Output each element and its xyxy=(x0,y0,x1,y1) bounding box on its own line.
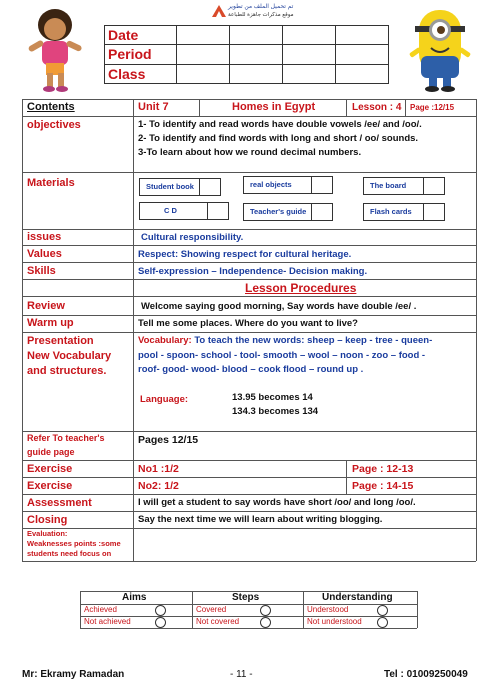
date-cell-2[interactable] xyxy=(230,26,283,45)
checkbox-square[interactable] xyxy=(199,179,220,195)
material-teachers-guide[interactable] xyxy=(243,203,333,221)
vocabulary-line-2: pool - spoon- school - tool- smooth – wool – noon - zoo – food - xyxy=(138,350,426,361)
not-covered-label: Not covered xyxy=(196,617,240,626)
material-student-book[interactable] xyxy=(139,178,221,196)
assessment-label: Assessment xyxy=(27,497,92,509)
class-cell-3[interactable] xyxy=(283,64,336,83)
unit-title: Homes in Egypt xyxy=(232,101,316,113)
footer-page-number: - 11 - xyxy=(230,669,253,680)
aims-header: Aims xyxy=(122,592,147,603)
understanding-header: Understanding xyxy=(322,592,393,603)
vocabulary-line-1 xyxy=(138,334,432,347)
logo-text-2: موقع مذكرات جاهزة للطباعة xyxy=(228,12,294,18)
values-text: Respect: Showing respect for cultural heritage. xyxy=(138,249,352,260)
material-flash-cards[interactable] xyxy=(363,203,445,221)
vocabulary-intro: To teach the new words: sheep – keep - tree - queen- xyxy=(191,335,433,346)
checkbox-square[interactable] xyxy=(207,203,228,219)
material-label: real objects xyxy=(250,180,292,189)
exercise-1-text: No1 :1/2 xyxy=(138,463,179,475)
refer-label-1: Refer To teacher's xyxy=(27,433,105,443)
minion-cartoon-image xyxy=(405,4,475,92)
date-cell-1[interactable] xyxy=(177,26,230,45)
checkbox-square[interactable] xyxy=(423,178,444,194)
skills-label: Skills xyxy=(27,265,56,277)
period-cell-1[interactable] xyxy=(177,45,230,64)
class-cell-4[interactable] xyxy=(336,64,389,83)
vocabulary-line-3: roof- good- wood- blood – cook flood – round up . xyxy=(138,364,364,375)
language-label: Language: xyxy=(140,394,189,405)
material-label: Flash cards xyxy=(370,207,412,216)
checkbox-square[interactable] xyxy=(423,204,444,220)
not-understood-radio[interactable] xyxy=(377,617,388,628)
period-cell-2[interactable] xyxy=(230,45,283,64)
review-text: Welcome saying good morning, Say words have double /ee/ . xyxy=(141,301,417,312)
exercise-2-text: No2: 1/2 xyxy=(138,480,179,492)
evaluation-line-1: Evaluation: xyxy=(27,529,68,538)
material-cd[interactable] xyxy=(139,202,229,220)
vocabulary-label: Vocabulary: xyxy=(138,335,192,346)
period-cell-3[interactable] xyxy=(283,45,336,64)
material-label: C D xyxy=(164,206,177,215)
skills-text: Self-expression – Independence- Decision making. xyxy=(138,266,368,277)
exercise-2-page: Page : 14-15 xyxy=(352,480,414,492)
date-label: Date xyxy=(105,26,177,45)
language-line-2: 134.3 becomes 134 xyxy=(232,406,319,417)
lesson-number: Lesson : 4 xyxy=(352,102,402,113)
page-range: Page :12/15 xyxy=(410,103,455,112)
covered-radio[interactable] xyxy=(260,605,271,616)
new-vocabulary-label: New Vocabulary xyxy=(27,350,112,362)
issues-text: Cultural responsibility. xyxy=(141,232,244,243)
structures-label: and structures. xyxy=(27,365,107,377)
not-understood-label: Not understood xyxy=(307,617,362,626)
understood-label: Understood xyxy=(307,605,349,614)
date-cell-4[interactable] xyxy=(336,26,389,45)
refer-label-2: guide page xyxy=(27,447,75,457)
understood-radio[interactable] xyxy=(377,605,388,616)
period-label: Period xyxy=(105,45,177,64)
exercise-2-label: Exercise xyxy=(27,480,73,492)
material-label: Student book xyxy=(146,182,194,191)
refer-text: Pages 12/15 xyxy=(138,434,199,446)
objective-2: 2- To identify and find words with long and short / oo/ sounds. xyxy=(138,133,419,144)
date-cell-3[interactable] xyxy=(283,26,336,45)
values-label: Values xyxy=(27,248,62,260)
not-covered-radio[interactable] xyxy=(260,617,271,628)
evaluation-line-3: students need focus on xyxy=(27,549,112,558)
not-achieved-radio[interactable] xyxy=(155,617,166,628)
material-label: Teacher's guide xyxy=(250,207,307,216)
review-label: Review xyxy=(27,300,65,312)
class-cell-1[interactable] xyxy=(177,64,230,83)
closing-label: Closing xyxy=(27,514,68,526)
steps-header: Steps xyxy=(232,592,260,603)
unit-number: Unit 7 xyxy=(138,101,169,113)
material-label: The board xyxy=(370,181,407,190)
closing-text: Say the next time we will learn about writing blogging. xyxy=(138,514,383,525)
warmup-text: Tell me some places. Where do you want to live? xyxy=(138,318,358,329)
warmup-label: Warm up xyxy=(27,317,74,329)
achieved-label: Achieved xyxy=(84,605,117,614)
footer-tel: Tel : 01009250049 xyxy=(384,669,468,680)
materials-label: Materials xyxy=(27,177,75,189)
header-info-table xyxy=(104,25,389,84)
footer-teacher: Mr: Ekramy Ramadan xyxy=(22,669,125,680)
logo-text-1: تم تحميل الملف من تطوير xyxy=(228,4,294,10)
period-cell-4[interactable] xyxy=(336,45,389,64)
material-real-objects[interactable] xyxy=(243,176,333,194)
evaluation-line-2: Weaknesses points :some xyxy=(27,539,121,548)
achieved-radio[interactable] xyxy=(155,605,166,616)
issues-label: issues xyxy=(27,231,62,243)
girl-cartoon-image xyxy=(20,3,90,93)
checkbox-square[interactable] xyxy=(311,177,332,193)
procedures-title: Lesson Procedures xyxy=(245,281,357,295)
not-achieved-label: Not achieved xyxy=(84,617,131,626)
site-logo xyxy=(212,2,292,22)
presentation-label: Presentation xyxy=(27,335,94,347)
contents-label: Contents xyxy=(27,101,75,113)
class-label: Class xyxy=(105,64,177,83)
material-the-board[interactable] xyxy=(363,177,445,195)
assessment-text: I will get a student to say words have short /oo/ and long /oo/. xyxy=(138,497,416,508)
exercise-1-label: Exercise xyxy=(27,463,73,475)
objective-1: 1- To identify and read words have double vowels /ee/ and /oo/. xyxy=(138,119,422,130)
objectives-label: objectives xyxy=(27,119,81,131)
objective-3: 3-To learn about how we round decimal numbers. xyxy=(138,147,362,158)
exercise-1-page: Page : 12-13 xyxy=(352,463,414,475)
logo-graphic-icon xyxy=(212,5,226,17)
class-cell-2[interactable] xyxy=(230,64,283,83)
language-line-1: 13.95 becomes 14 xyxy=(232,392,313,403)
checkbox-square[interactable] xyxy=(311,204,332,220)
covered-label: Covered xyxy=(196,605,227,614)
